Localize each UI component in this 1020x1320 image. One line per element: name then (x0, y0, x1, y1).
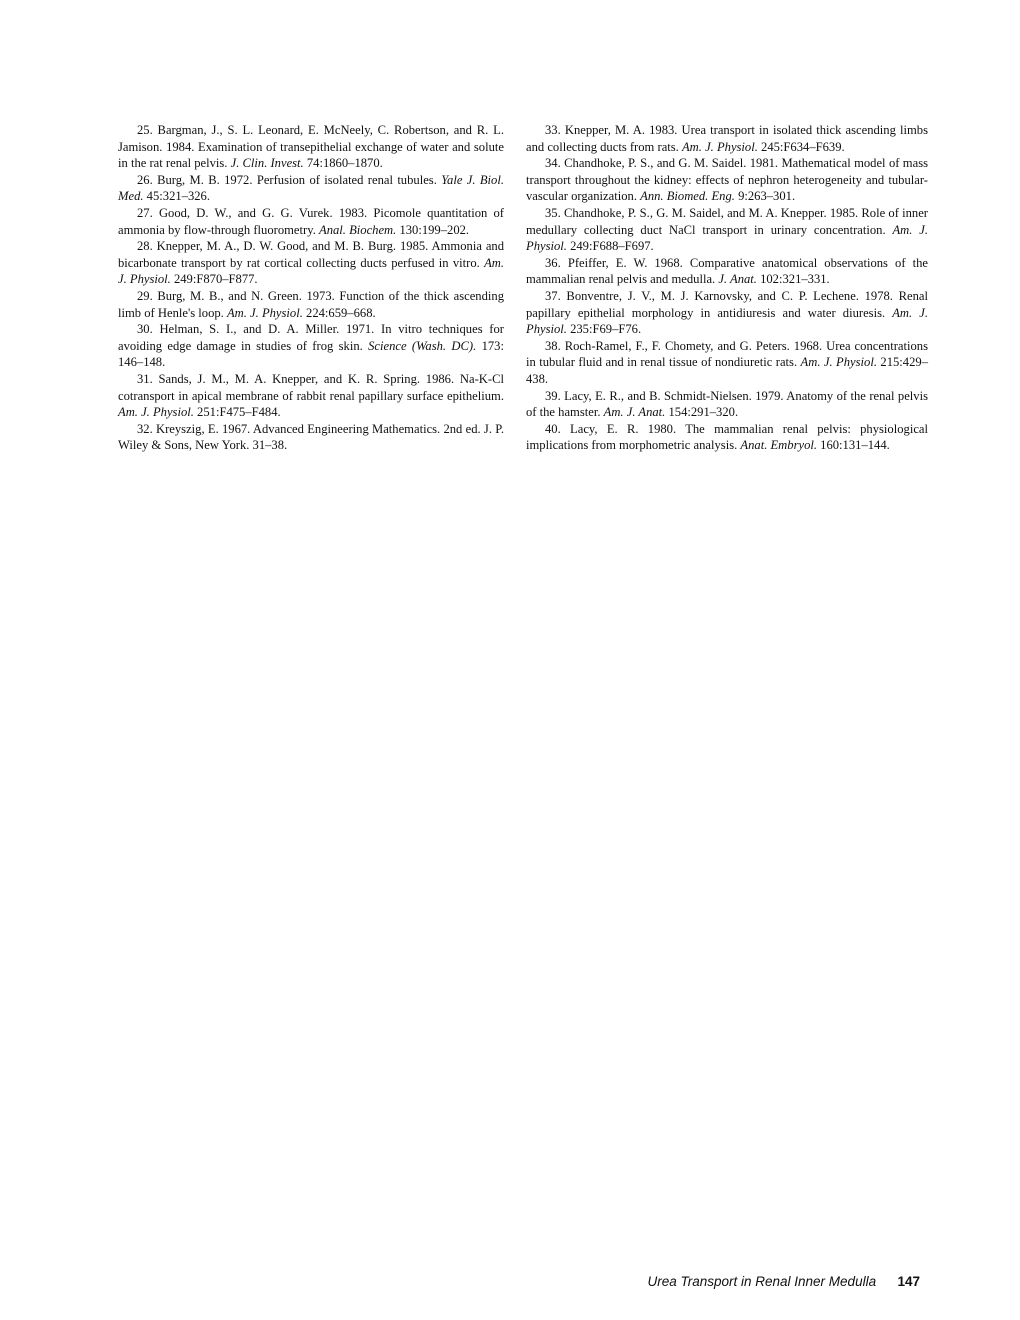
running-title: Urea Transport in Renal Inner Medulla (647, 1274, 877, 1289)
reference-citation: 249:F688–F697. (566, 239, 654, 254)
reference-entry (526, 288, 928, 338)
reference-citation: 130:199–202. (396, 222, 470, 237)
reference-entry (118, 205, 504, 238)
reference-entry (118, 371, 504, 421)
reference-journal: Ann. Biomed. Eng. (640, 189, 735, 204)
references-right-column (526, 122, 928, 454)
reference-citation: 245:F634–F639. (757, 139, 845, 154)
page-number: 147 (897, 1274, 920, 1289)
reference-journal: Am. J. Physiol. (681, 139, 758, 154)
reference-text: 31. Sands, J. M., M. A. Knepper, and K. R. Spring. 1986. Na-K-Cl cotransport in apical membrane of rabbit renal papillary surface epithelium. (118, 371, 504, 403)
reference-journal: Yale J. Biol. Med. (118, 172, 505, 204)
reference-journal: Anal. Biochem. (319, 222, 397, 237)
reference-text: 26. Burg, M. B. 1972. Perfusion of isolated renal tubules. (137, 172, 442, 187)
reference-text: 38. Roch-Ramel, F., F. Chomety, and G. Peters. 1968. Urea concentrations in tubular fluid and in renal tissue of nondiuretic rats. (526, 338, 928, 370)
reference-citation: 235:F69–F76. (566, 322, 642, 337)
reference-citation: 224:659–668. (302, 305, 376, 320)
reference-citation: 173: 146–148. (118, 338, 504, 370)
reference-citation: 251:F475–F484. (193, 405, 281, 420)
reference-entry (118, 288, 504, 321)
reference-entry (526, 255, 928, 288)
reference-entry (526, 205, 928, 255)
reference-citation: 74:1860–1870. (303, 156, 383, 171)
references-left-column (118, 122, 504, 454)
reference-journal: J. Anat. (718, 272, 757, 287)
reference-citation: 9:263–301. (734, 189, 796, 204)
reference-entry (526, 338, 928, 388)
reference-journal: Am. J. Physiol. (118, 405, 194, 420)
reference-journal: Anat. Embryol. (740, 438, 818, 453)
reference-journal: J. Clin. Invest. (230, 156, 304, 171)
reference-journal: Am. J. Physiol. (118, 255, 504, 287)
reference-entry (118, 421, 504, 454)
reference-journal: Science (Wash. DC). (368, 338, 477, 353)
reference-entry (118, 321, 504, 371)
reference-entry (526, 388, 928, 421)
page-footer (560, 1274, 920, 1290)
reference-journal: Am. J. Physiol. (526, 222, 929, 254)
reference-text: 39. Lacy, E. R., and B. Schmidt-Nielsen. 1979. Anatomy of the renal pelvis of the hamster. (526, 388, 928, 420)
reference-entry (526, 122, 928, 155)
reference-text: 34. Chandhoke, P. S., and G. M. Saidel. 1981. Mathematical model of mass transport throughout the kidney: effects of nephron heterogeneity and tubular-vascular organization. (526, 156, 928, 204)
reference-citation: 160:131–144. (817, 438, 890, 453)
reference-text: 35. Chandhoke, P. S., G. M. Saidel, and M. A. Knepper. 1985. Role of inner medullary collecting duct NaCl transport in urinary concentration. (526, 205, 928, 237)
reference-citation: 249:F870–F877. (170, 272, 258, 287)
reference-journal: Am. J. Physiol. (226, 305, 303, 320)
reference-text: 27. Good, D. W., and G. G. Vurek. 1983. Picomole quantitation of ammonia by flow-through fluorometry. (118, 205, 504, 237)
reference-text: 30. Helman, S. I., and D. A. Miller. 1971. In vitro techniques for avoiding edge damage in studies of frog skin. (118, 322, 504, 353)
reference-journal: Am. J. Anat. (603, 405, 666, 420)
reference-citation: 45:321–326. (143, 189, 210, 204)
reference-text: 36. Pfeiffer, E. W. 1968. Comparative anatomical observations of the mammalian renal pelvis and medulla. (526, 255, 928, 287)
reference-text: 33. Knepper, M. A. 1983. Urea transport in isolated thick ascending limbs and collecting ducts from rats. (526, 123, 928, 154)
reference-entry (526, 155, 928, 205)
reference-text: 25. Bargman, J., S. L. Leonard, E. McNeely, C. Robertson, and R. L. Jamison. 1984. Examination of transepithelial exchange of water and solute in the rat renal pelvis. (118, 123, 504, 171)
reference-entry (118, 238, 504, 288)
reference-citation: 102:321–331. (756, 272, 830, 287)
reference-citation: 215:429–438. (526, 355, 928, 386)
reference-text: 28. Knepper, M. A., D. W. Good, and M. B. Burg. 1985. Ammonia and bicarbonate transport by rat cortical collecting ducts perfused in vitro. (118, 239, 504, 270)
reference-entry (118, 172, 504, 205)
reference-text: 37. Bonventre, J. V., M. J. Karnovsky, and C. P. Lechene. 1978. Renal papillary epithelial morphology in antidiuresis and water diuresis. (526, 288, 928, 320)
reference-entry (526, 421, 928, 454)
reference-text: 32. Kreyszig, E. 1967. Advanced Engineering Mathematics. 2nd ed. J. P. Wiley & Sons, New York. 31–38. (118, 421, 504, 453)
reference-entry (118, 122, 504, 172)
reference-text: 29. Burg, M. B., and N. Green. 1973. Function of the thick ascending limb of Henle's loop. (118, 288, 504, 320)
reference-journal: Am. J. Physiol. (800, 355, 877, 370)
reference-journal: Am. J. Physiol. (526, 305, 928, 337)
reference-citation: 154:291–320. (665, 405, 739, 420)
reference-text: 40. Lacy, E. R. 1980. The mammalian renal pelvis: physiological implications from morphometric analysis. (526, 421, 928, 453)
